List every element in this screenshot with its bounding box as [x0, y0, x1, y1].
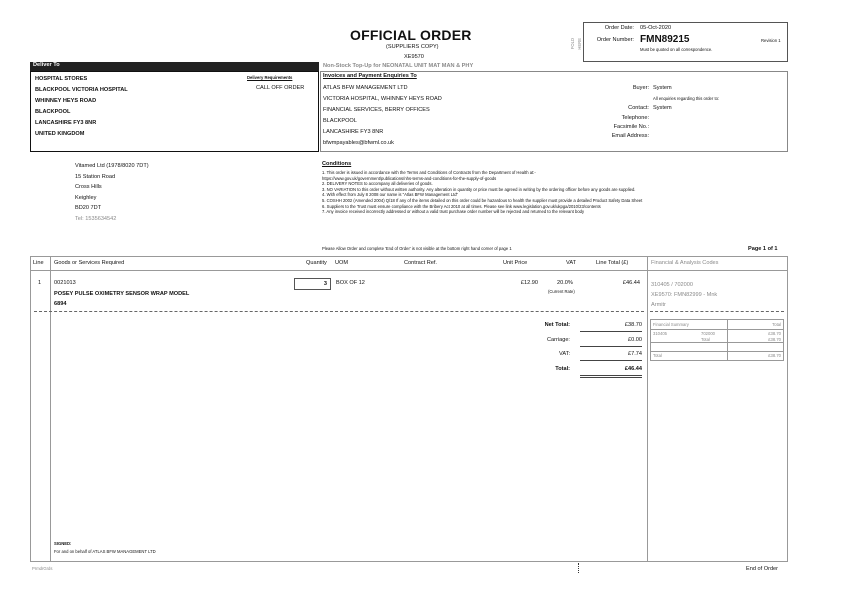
supplier-line: Cross Hills: [75, 184, 102, 190]
deliver-line: WHINNEY HEYS ROAD: [35, 98, 97, 104]
fin-col-divider: [727, 320, 728, 360]
vat-value: £7.74: [628, 351, 642, 357]
net-total-value: £38.70: [624, 322, 642, 328]
condition-item: 3. NO VARIATION to this order without written authority. Any alteration in quantity or price must be agreed in writing by the ordering officer before any goods are supplied.: [322, 186, 636, 192]
fin-divider: [651, 329, 783, 330]
buyer-label: Buyer:: [632, 85, 649, 91]
header-quantity: Quantity: [306, 260, 327, 266]
supplier-line: Vitamed Ltd (1978/8020 7DT): [75, 163, 149, 169]
condition-item: https://www.gov.uk/government/publications/nhs-terms-and-conditions-for-the-supply-of-goods: [322, 175, 497, 181]
signed-label: SIGNED:: [54, 541, 72, 546]
order-ref: XE9570: [404, 54, 424, 60]
fin-row-a: 310405: [653, 331, 667, 336]
deliver-to-heading: Deliver To: [30, 62, 319, 71]
total-underline: [580, 346, 642, 347]
col-divider: [50, 256, 51, 562]
fin-row-a: Total: [653, 353, 662, 358]
footer-left-small: PrmdrGrds: [32, 566, 53, 571]
fin-code-line: XE9570: FMN82999 - Mnk: [651, 292, 718, 298]
deliver-line: HOSPITAL STORES: [35, 76, 88, 82]
quantity-box: [294, 278, 331, 290]
invoice-address: [323, 83, 442, 149]
invoices-heading: Invoices and Payment Enquiries To: [323, 73, 417, 79]
deliver-line: BLACKPOOL: [35, 109, 71, 115]
header-vat: VAT: [566, 260, 577, 266]
fin-divider: [651, 342, 783, 343]
invoice-line: FINANCIAL SERVICES, BERRY OFFICES: [323, 107, 430, 113]
row-vat-note: (Current Rate): [548, 289, 575, 294]
fin-row-c: £38.70: [768, 353, 781, 358]
order-date-label: Order Date:: [604, 25, 634, 31]
header-contract: Contract Ref.: [404, 260, 437, 266]
telephone-label: Telephone:: [621, 115, 649, 121]
header-uom: UOM: [335, 260, 349, 266]
page-label: Page 1 of 1: [748, 246, 778, 252]
buyer-note: All enquiries regarding this order to:: [653, 96, 720, 101]
row-line-number: 1: [38, 280, 42, 286]
deliver-to-box: [30, 71, 319, 152]
deliver-line: BLACKPOOL VICTORIA HOSPITAL: [35, 87, 128, 93]
delivery-requirements-value: CALL OFF ORDER: [256, 85, 305, 91]
total-double-underline: [580, 377, 642, 378]
on-behalf-text: For and on behalf of ATLAS BFW MANAGEMENT LTD: [54, 549, 156, 554]
here-label: HERE: [577, 38, 582, 50]
condition-item: 6. Suppliers to the Trust must ensure compliance with the Bribery Act 2010 at all times. Please see link www.legislation.gov.uk/ukpga/2010/23/contents: [322, 203, 601, 209]
row-desc-2: 6894: [54, 301, 67, 307]
row-uom: BOX OF 12: [336, 280, 365, 286]
fin-summary-heading: Financial Summary: [653, 322, 689, 327]
order-date-value: 05-Oct-2020: [640, 25, 672, 31]
fin-divider: [651, 351, 783, 352]
order-info-box: [583, 22, 788, 62]
fin-code-line: Armitr: [651, 302, 666, 308]
net-total-label: Net Total:: [544, 322, 570, 328]
total-double-underline: [580, 375, 642, 376]
delivery-requirements-label: Delivery Requirements: [247, 75, 293, 80]
condition-item: 1. This order is issued in accordance with the Terms and Conditions of Contracts from the Department of Health at:-: [322, 170, 536, 175]
grand-total-label: Total:: [555, 366, 570, 372]
fold-mark: [578, 563, 580, 573]
order-number-label: Order Number:: [596, 37, 634, 43]
total-underline: [580, 360, 642, 361]
conditions-heading: Conditions: [322, 161, 352, 167]
header-line: Line: [33, 260, 44, 266]
supplier-address: [75, 161, 149, 224]
order-number-value: FMN89215: [640, 34, 690, 45]
supplier-line: Keighley: [75, 194, 97, 201]
col-divider: [647, 256, 648, 562]
email-label: Email Address:: [611, 133, 649, 139]
conditions-list: [322, 170, 772, 215]
table-header-divider: [30, 270, 788, 271]
supplier-line: 15 Station Road: [75, 173, 116, 180]
fold-label: FOLD: [570, 38, 575, 50]
supplier-line: BD20 7DT: [75, 205, 102, 211]
invoice-line: BLACKPOOL: [323, 118, 357, 124]
row-dashed-divider: [34, 311, 644, 312]
fin-row-c: £38.70: [768, 331, 781, 336]
grand-total-value: £46.44: [624, 366, 642, 372]
invoice-line: LANCASHIRE FY3 8NR: [323, 129, 384, 135]
invoice-box: [320, 71, 788, 152]
header-goods: Goods or Services Required: [54, 260, 125, 266]
facsimile-label: Facsimile No.:: [613, 124, 649, 130]
fin-dashed-divider: [650, 311, 784, 312]
contact-label: Contact:: [628, 105, 649, 111]
invoice-line: ATLAS BFW MANAGEMENT LTD: [323, 85, 408, 91]
header-unit-price: Unit Price: [503, 260, 528, 266]
header-line-total: Line Total (£): [596, 260, 629, 266]
fin-row-b: Total: [701, 337, 710, 342]
order-number-suffix: Revision 1: [761, 38, 781, 43]
order-title: OFFICIAL ORDER: [350, 27, 472, 43]
row-vat: 20.0%: [557, 280, 573, 286]
invoice-line: VICTORIA HOSPITAL, WHINNEY HEYS ROAD: [323, 96, 442, 102]
end-of-order: End of Order: [746, 566, 779, 572]
fin-row-b: 702000: [701, 331, 715, 336]
deliver-to-address: [35, 74, 128, 140]
invoice-email[interactable]: bfwmpayables@bfwml.co.uk: [323, 140, 394, 146]
condition-item: 2. DELIVERY NOTES to accompany all deliveries of goods.: [322, 181, 433, 187]
fin-row-c: £38.70: [768, 337, 781, 342]
header-fin-codes: Financial & Analysis Codes: [651, 260, 719, 266]
condition-item: 5. COSHH 2002 (Amended 2004) Q/18 If any of the items detailed on this order could be hazardous to health the supplier must provide a detailed Product Safety Data Sheet: [322, 197, 643, 203]
row-line-total: £46.44: [622, 280, 640, 286]
row-unit-price: £12.90: [520, 280, 538, 286]
order-number-note: Must be quoted on all correspondence.: [640, 47, 713, 52]
fin-code-line: 310405 / 702000: [651, 282, 693, 288]
row-code: 0021013: [54, 280, 76, 286]
order-subtitle: (SUPPLIERS COPY): [386, 44, 439, 50]
nonstock-label: Non-Stock Top-Up for NEONATAL UNIT MAT MAN & PHY: [323, 63, 474, 69]
fin-summary-total-header: Total: [772, 322, 781, 327]
contact-value: System: [653, 105, 672, 111]
supplier-tel: Tel: 1535634542: [75, 215, 117, 222]
condition-item: 4. With effect from July 8 2008 our name is "Atlas BFW Management Ltd": [322, 192, 459, 198]
buyer-value: System: [653, 85, 672, 91]
row-desc-1: POSEY PULSE OXIMETRY SENSOR WRAP MODEL: [54, 291, 190, 297]
deliver-line: LANCASHIRE FY3 8NR: [35, 120, 97, 126]
conditions-note: Please Allow Order and complete 'End of Order' is not visible at the bottom right hand corner of page 1: [322, 246, 512, 251]
total-underline: [580, 331, 642, 332]
row-fin-codes: [651, 280, 717, 310]
fin-summary-box: [650, 319, 784, 361]
carriage-label: Carriage:: [546, 337, 570, 343]
deliver-line: UNITED KINGDOM: [35, 131, 85, 137]
row-quantity: 3: [323, 281, 327, 287]
carriage-value: £0.00: [628, 337, 642, 343]
condition-item: 7. Any invoice received incorrectly addressed or without a valid trust purchase order number will be rejected and returned to the relevant body: [322, 209, 585, 215]
vat-label: VAT:: [559, 351, 570, 357]
